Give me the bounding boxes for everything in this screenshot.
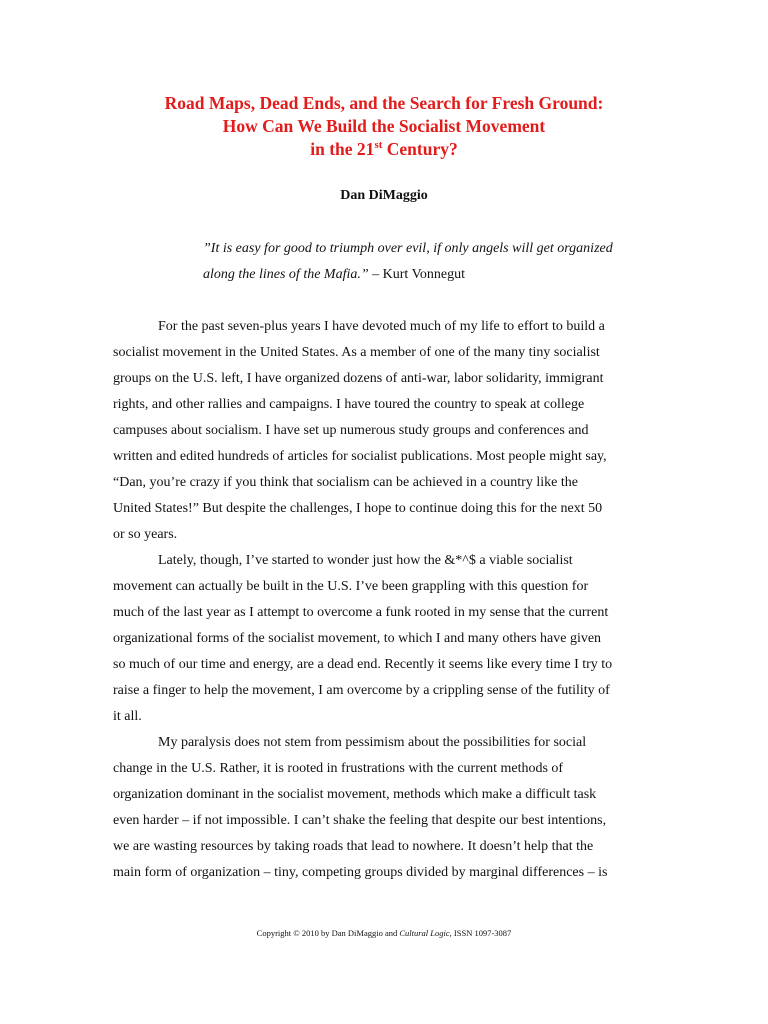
body-line: or so years. xyxy=(113,527,178,542)
body-line: organizational forms of the socialist movement, to which I and many others have given xyxy=(113,631,602,646)
epigraph xyxy=(203,236,673,288)
body-line: it all. xyxy=(113,709,142,724)
body-text xyxy=(113,314,658,886)
journal-name: Cultural Logic xyxy=(399,928,450,938)
body-line: change in the U.S. Rather, it is rooted in frustrations with the current methods of xyxy=(113,761,564,776)
body-line: written and edited hundreds of articles for socialist publications. Most people might say, xyxy=(113,449,607,464)
title-line-3-text: in the 21 xyxy=(310,139,375,159)
title-superscript: st xyxy=(374,139,383,151)
body-line: movement can actually be built in the U.S. I’ve been grappling with this question for xyxy=(113,579,589,594)
body-line: so much of our time and energy, are a dead end. Recently it seems like every time I try to xyxy=(113,657,613,672)
body-line: groups on the U.S. left, I have organized dozens of anti-war, labor solidarity, immigrant xyxy=(113,371,604,386)
body-line: My paralysis does not stem from pessimism about the possibilities for social xyxy=(158,735,587,750)
body-line: campuses about socialism. I have set up numerous study groups and conferences and xyxy=(113,423,589,438)
issn-text: , ISSN 1097-3087 xyxy=(449,928,512,938)
author-name: Dan DiMaggio xyxy=(340,188,428,203)
epigraph-attribution: – Kurt Vonnegut xyxy=(368,267,465,282)
epigraph-quote-line-1: ”It is easy for good to triumph over evil, if only angels will get organized xyxy=(203,241,613,256)
copyright-footer xyxy=(0,928,768,938)
body-line: socialist movement in the United States. As a member of one of the many tiny socialist xyxy=(113,345,600,360)
body-line: rights, and other rallies and campaigns. I have toured the country to speak at college xyxy=(113,397,585,412)
body-line: organization dominant in the socialist movement, methods which make a difficult task xyxy=(113,787,597,802)
body-line: we are wasting resources by taking roads that lead to nowhere. It doesn’t help that the xyxy=(113,839,594,854)
body-line: even harder – if not impossible. I can’t shake the feeling that despite our best intentions, xyxy=(113,813,607,828)
title-line-3-end: Century? xyxy=(382,139,458,159)
article-title xyxy=(0,92,768,161)
title-line-2: How Can We Build the Socialist Movement xyxy=(222,116,546,136)
body-line: For the past seven-plus years I have devoted much of my life to effort to build a xyxy=(158,319,605,334)
title-line-3 xyxy=(0,138,768,161)
body-line: “Dan, you’re crazy if you think that socialism can be achieved in a country like the xyxy=(113,475,578,490)
body-line: Lately, though, I’ve started to wonder just how the &*^$ a viable socialist xyxy=(158,553,573,568)
body-line: raise a finger to help the movement, I am overcome by a crippling sense of the futility of xyxy=(113,683,610,698)
copyright-text: Copyright © 2010 by Dan DiMaggio and xyxy=(256,928,400,938)
title-line-1: Road Maps, Dead Ends, and the Search for Fresh Ground: xyxy=(164,93,604,113)
body-line: United States!” But despite the challenges, I hope to continue doing this for the next 50 xyxy=(113,501,603,516)
body-line: main form of organization – tiny, competing groups divided by marginal differences – is xyxy=(113,865,608,880)
body-line: much of the last year as I attempt to overcome a funk rooted in my sense that the current xyxy=(113,605,609,620)
epigraph-quote-line-2: along the lines of the Mafia.” xyxy=(203,267,369,282)
